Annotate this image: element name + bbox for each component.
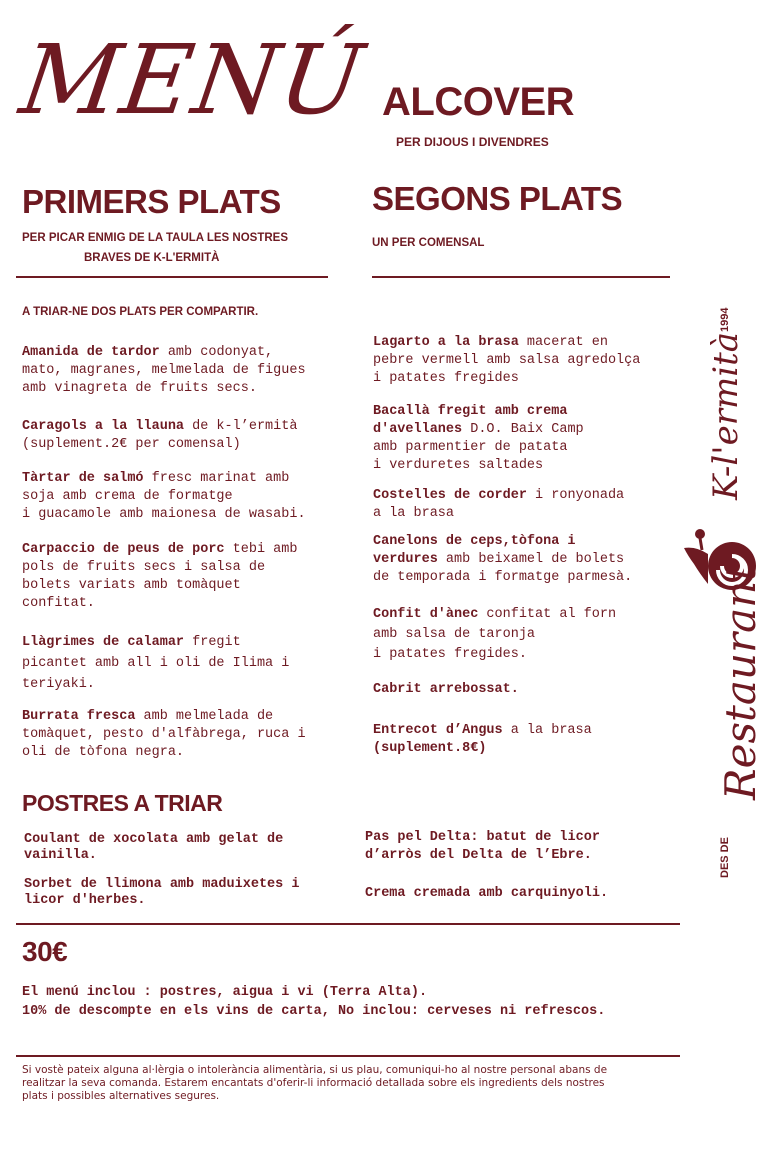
brand-name-bottom: Restaurant bbox=[716, 563, 765, 800]
postre-item: Sorbet de llimona amb maduixetes i licor d'herbes. bbox=[24, 877, 300, 908]
allergy-notice: Si vostè pateix alguna al·lèrgia o intolerància alimentària, si us plau, comuniqui-ho al nostre personal abans de realitzar la seva comanda. Estarem encantats d'oferir-li informació detallada sobre els ingredients dels nostres plats i possibles alternatives segures. bbox=[22, 1064, 608, 1102]
days-label: PER DIJOUS I DIVENDRES bbox=[396, 135, 549, 149]
primers-instruction: A TRIAR-NE DOS PLATS PER COMPARTIR. bbox=[22, 306, 259, 318]
item-name: Entrecot d’Angus bbox=[373, 723, 503, 738]
item-name: Costelles de corder bbox=[373, 488, 527, 503]
includes-line-1: El menú inclou : postres, aigua i vi (Terra Alta). bbox=[22, 985, 428, 1000]
footer-rule bbox=[16, 1055, 680, 1057]
primer-item: Tàrtar de salmó fresc marinat amb soja amb crema de formatge i guacamole amb maionesa de wasabi. bbox=[22, 471, 306, 522]
postre-item: Coulant de xocolata amb gelat de vainilla. bbox=[24, 832, 284, 863]
brand-name-top: K-l'ermità bbox=[706, 331, 746, 500]
primers-subtitle-1: PER PICAR ENMIG DE LA TAULA LES NOSTRES bbox=[22, 232, 289, 244]
segon-item: Bacallà fregit amb crema d'avellanes D.O. Baix Camp amb parmentier de patata i verduretes saltades bbox=[373, 404, 584, 473]
menu-title: MENÚ bbox=[14, 24, 372, 136]
primers-title: PRIMERS PLATS bbox=[22, 183, 281, 220]
primers-subtitle-2: BRAVES DE K-L'ERMITÀ bbox=[84, 252, 220, 264]
item-name: Caragols a la llauna bbox=[22, 419, 185, 434]
segons-subtitle: UN PER COMENSAL bbox=[372, 237, 485, 249]
price: 30€ bbox=[22, 936, 68, 967]
location-title: ALCOVER bbox=[382, 80, 575, 124]
segons-title: SEGONS PLATS bbox=[372, 180, 623, 217]
segon-item: Lagarto a la brasa macerat en pebre vermell amb salsa agredolça i patates fregides bbox=[373, 335, 641, 386]
item-name: Bacallà fregit amb crema bbox=[373, 404, 568, 419]
segons-rule bbox=[372, 276, 670, 278]
supplement: (suplement.8€) bbox=[373, 741, 487, 756]
postres-title: POSTRES A TRIAR bbox=[22, 790, 223, 816]
brand-year: 1994 bbox=[719, 307, 731, 332]
includes-line-2: 10% de descompte en els vins de carta, No inclou: cerveses ni refrescos. bbox=[22, 1004, 606, 1019]
segon-item: Entrecot d’Angus a la brasa (suplement.8€) bbox=[373, 723, 592, 756]
segon-item: Canelons de ceps,tòfona i verdures amb beixamel de bolets de temporada i formatge parmesà. bbox=[373, 534, 633, 585]
item-name: Confit d'ànec bbox=[373, 607, 479, 622]
segon-item: Confit d'ànec confitat al forn amb salsa de taronja i patates fregides. bbox=[373, 607, 617, 662]
primer-item: Amanida de tardor amb codonyat, mato, magranes, melmelada de figues amb vinagreta de fruits secs. bbox=[22, 345, 306, 396]
item-name: Canelons de ceps,tòfona i bbox=[373, 534, 576, 549]
postre-item: Pas pel Delta: batut de licor d’arròs del Delta de l’Ebre. bbox=[365, 830, 600, 863]
postre-item: Crema cremada amb carquinyoli. bbox=[365, 886, 609, 901]
primer-item: Burrata fresca amb melmelada de tomàquet, pesto d'alfàbrega, ruca i oli de tòfona negra. bbox=[22, 709, 306, 760]
item-name: Burrata fresca bbox=[22, 709, 136, 724]
primer-item: Caragols a la llauna de k-l’ermità (suplement.2€ per comensal) bbox=[22, 419, 298, 452]
primer-item: Carpaccio de peus de porc tebi amb pols de fruits secs i salsa de bolets variats amb tomàquet confitat. bbox=[22, 542, 298, 611]
item-name: Lagarto a la brasa bbox=[373, 335, 519, 350]
segon-item bbox=[373, 681, 683, 699]
item-name: Llàgrimes de calamar bbox=[22, 635, 185, 650]
item-name: Tàrtar de salmó bbox=[22, 471, 144, 486]
segon-item: Costelles de corder i ronyonada a la brasa bbox=[373, 488, 625, 521]
primers-rule bbox=[16, 276, 328, 278]
item-name: Amanida de tardor bbox=[22, 345, 160, 360]
item-name: Carpaccio de peus de porc bbox=[22, 542, 225, 557]
des-de-label: DES DE bbox=[719, 837, 731, 878]
postres-rule bbox=[16, 923, 680, 925]
item-name: Cabrit arrebossat. bbox=[373, 682, 519, 697]
primer-item: Llàgrimes de calamar fregit picantet amb all i oli de Ilima i teriyaki. bbox=[22, 635, 290, 692]
